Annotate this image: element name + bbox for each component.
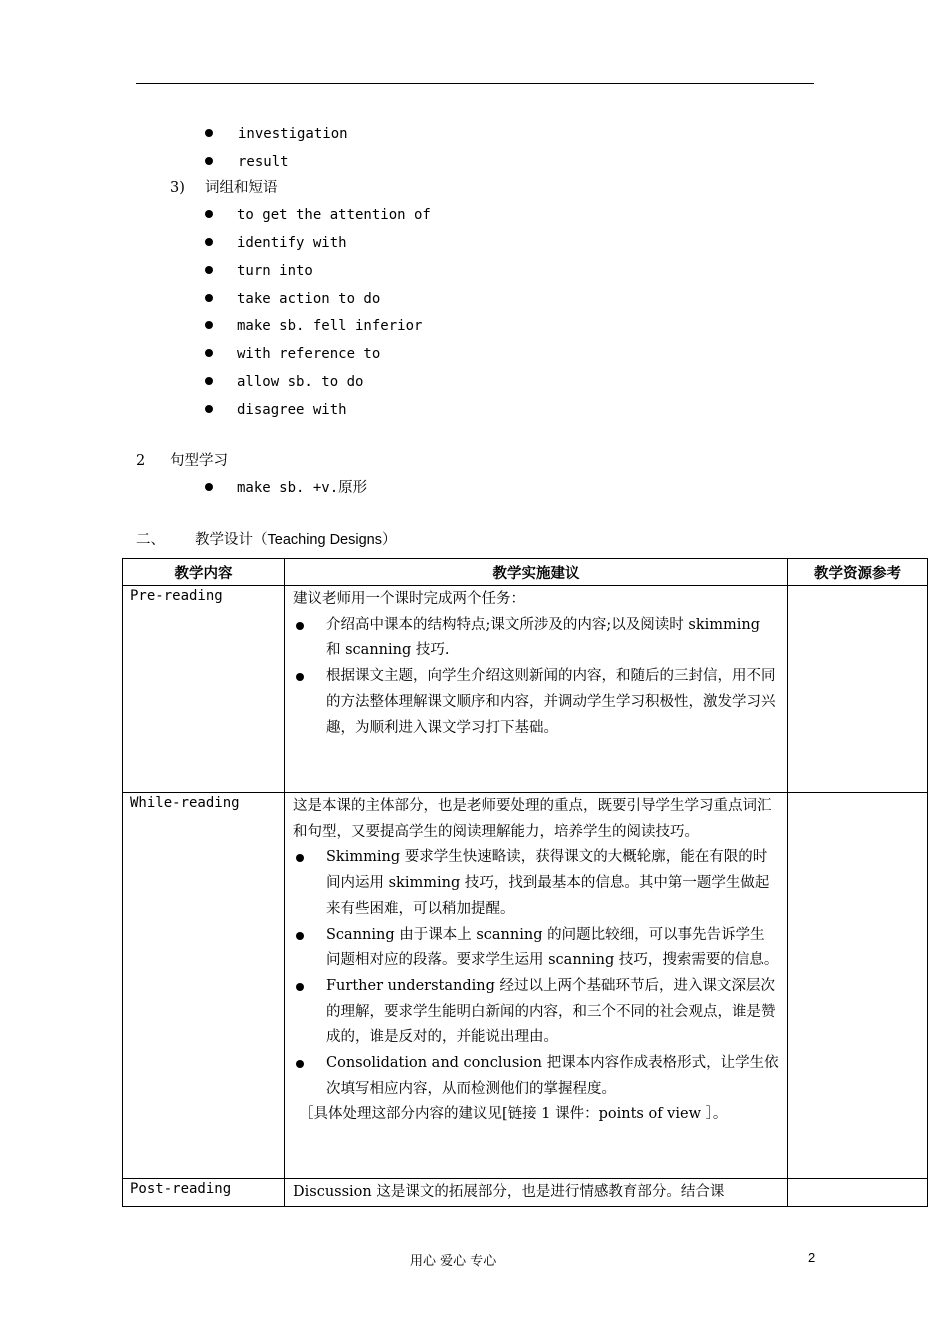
phrase-item: with reference to <box>237 346 381 362</box>
bullet-icon <box>205 321 213 329</box>
vocab-item: result <box>238 154 289 170</box>
resource-cell <box>788 793 928 1179</box>
bullet-icon <box>296 622 304 630</box>
bullet-icon <box>205 157 213 165</box>
bullet-icon <box>296 1060 304 1068</box>
suggestion-item: 根据课文主题，向学生介绍这则新闻的内容，和随后的三封信，用不同的方法整体理解课文顺序和内容，并调动学生学习积极性，激发学习兴趣，为顺利进入课文学习打下基础。 <box>293 664 779 741</box>
content-cell: Post-reading <box>123 1179 285 1207</box>
suggestion-cell <box>285 586 788 793</box>
suggestion-item: Consolidation and conclusion 把课本内容作成表格形式，让学生依次填写相应内容，从而检测他们的掌握程度。 <box>293 1051 779 1102</box>
suggestion-cell <box>285 793 788 1179</box>
section-title: 词组和短语 <box>205 180 278 196</box>
section-number: 3) <box>170 180 185 196</box>
bullet-icon <box>205 377 213 385</box>
suggestion-intro: Discussion 这是课文的拓展部分，也是进行情感教育部分。结合课 <box>293 1184 725 1200</box>
header-rule <box>136 83 814 84</box>
part-title <box>195 531 396 549</box>
teaching-design-table <box>122 558 928 1207</box>
content-cell: Pre-reading <box>123 586 285 793</box>
suggestion-item: Skimming 要求学生快速略读，获得课文的大概轮廓，能在有限的时间内运用 skimming 技巧，找到最基本的信息。其中第一题学生做起来有些困难，可以稍加提醒。 <box>293 845 779 922</box>
table-row <box>123 793 928 1179</box>
sentence-pattern-en: make sb. +v. <box>237 480 339 496</box>
phrase-item: identify with <box>237 235 347 251</box>
part-number: 二、 <box>136 532 165 548</box>
column-header: 教学内容 <box>123 559 285 586</box>
sentence-pattern <box>237 479 367 497</box>
suggestion-item: 介绍高中课本的结构特点;课文所涉及的内容;以及阅读时 skimming 和 scanning 技巧. <box>293 613 779 664</box>
section-number: 2 <box>136 453 146 469</box>
part-title-close: ） <box>381 532 397 548</box>
table-row <box>123 586 928 793</box>
phrase-item: to get the attention of <box>237 207 431 223</box>
table-header-row <box>123 559 928 586</box>
bullet-icon <box>205 129 213 137</box>
bullet-icon <box>205 266 213 274</box>
phrase-item: disagree with <box>237 402 347 418</box>
bullet-icon <box>205 294 213 302</box>
bullet-icon <box>296 673 304 681</box>
phrase-item: make sb. fell inferior <box>237 318 423 334</box>
vocab-item: investigation <box>238 126 348 142</box>
phrase-item: allow sb. to do <box>237 374 364 390</box>
column-header: 教学资源参考 <box>788 559 928 586</box>
column-header: 教学实施建议 <box>285 559 788 586</box>
part-title-cn: 教学设计（ <box>195 532 268 548</box>
resource-cell <box>788 586 928 793</box>
footer-motto: 用心 爱心 专心 <box>410 1254 497 1269</box>
bullet-icon <box>296 854 304 862</box>
resource-cell <box>788 1179 928 1207</box>
sentence-pattern-cn: 原形 <box>338 480 368 496</box>
bullet-icon <box>205 349 213 357</box>
section-title: 句型学习 <box>170 453 228 469</box>
suggestion-intro: 建议老师用一个课时完成两个任务： <box>293 591 525 607</box>
bullet-icon <box>296 932 304 940</box>
bullet-icon <box>205 210 213 218</box>
suggestion-cell <box>285 1179 788 1207</box>
suggestion-item: Further understanding 经过以上两个基础环节后，进入课文深层次的理解，要求学生能明白新闻的内容，和三个不同的社会观点，谁是赞成的，谁是反对的，并能说出理由。 <box>293 974 779 1051</box>
suggestion-item: Scanning 由于课本上 scanning 的问题比较细，可以事先告诉学生问题相对应的段落。要求学生运用 scanning 技巧，搜索需要的信息。 <box>293 923 779 974</box>
bullet-icon <box>296 983 304 991</box>
phrase-item: take action to do <box>237 291 381 307</box>
content-cell: While-reading <box>123 793 285 1179</box>
bullet-icon <box>205 483 213 491</box>
part-title-en: Teaching Designs <box>267 532 382 548</box>
bullet-icon <box>205 405 213 413</box>
suggestion-outro: ［具体处理这部分内容的建议见[链接 1 课件：points of view ］。 <box>299 1106 728 1123</box>
suggestion-intro: 这是本课的主体部分，也是老师要处理的重点，既要引导学生学习重点词汇和句型，又要提高学生的阅读理解能力，培养学生的阅读技巧。 <box>293 798 772 840</box>
page-number: 2 <box>808 1250 816 1265</box>
bullet-icon <box>205 238 213 246</box>
phrase-item: turn into <box>237 263 313 279</box>
table-row <box>123 1179 928 1207</box>
